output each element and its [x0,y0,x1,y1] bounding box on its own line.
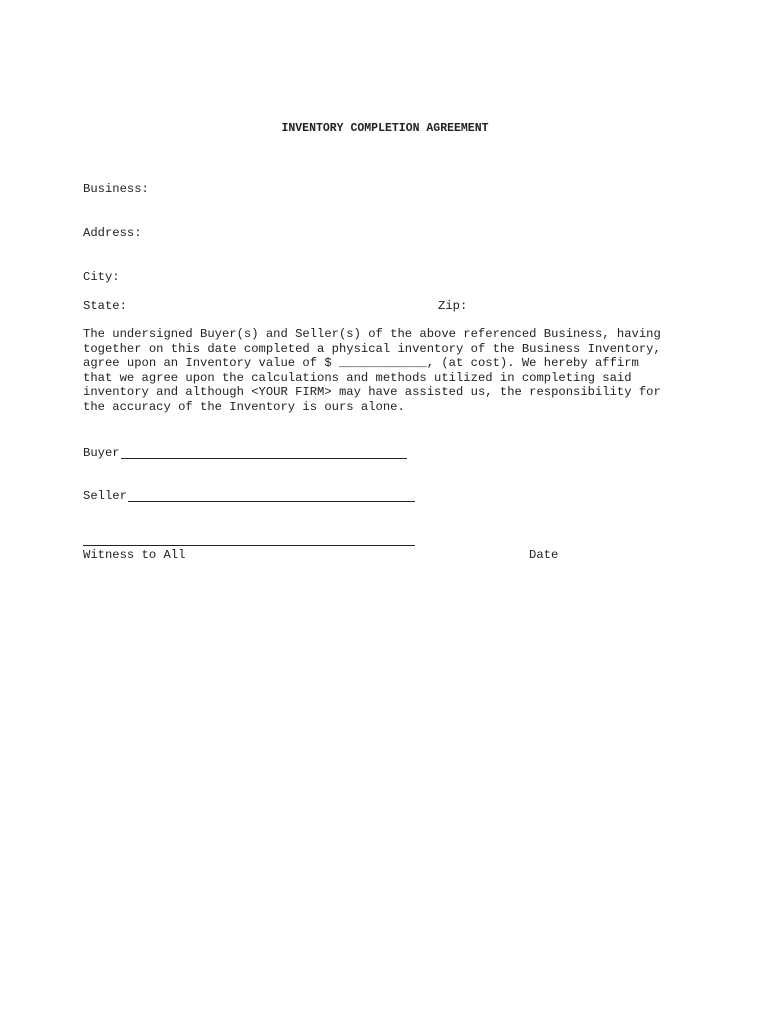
paragraph-line: that we agree upon the calculations and methods utilized in completing said [83,370,632,385]
address-field-label: Address: [83,226,142,240]
state-field-label: State: [83,299,127,313]
witness-signature-line[interactable] [83,545,415,546]
agreement-paragraph [83,327,703,415]
paragraph-line: agree upon an Inventory value of $ ____________, (at cost). We hereby affirm [83,356,639,371]
paragraph-line: The undersigned Buyer(s) and Seller(s) of the above referenced Business, having [83,327,661,341]
seller-signature-label: Seller [83,489,127,503]
buyer-signature-line[interactable] [121,458,407,459]
buyer-signature-label: Buyer [83,446,120,460]
document-title: INVENTORY COMPLETION AGREEMENT [281,122,489,135]
business-field-label: Business: [83,182,149,196]
city-field-label: City: [83,270,120,284]
zip-field-label: Zip: [438,299,468,313]
paragraph-line: the accuracy of the Inventory is ours alone. [83,399,405,414]
date-label: Date [529,548,559,562]
paragraph-line: inventory and although <YOUR FIRM> may have assisted us, the responsibility for [83,385,661,400]
witness-label: Witness to All [83,548,186,562]
paragraph-line: together on this date completed a physical inventory of the Business Inventory, [83,341,661,356]
seller-signature-line[interactable] [128,501,415,502]
